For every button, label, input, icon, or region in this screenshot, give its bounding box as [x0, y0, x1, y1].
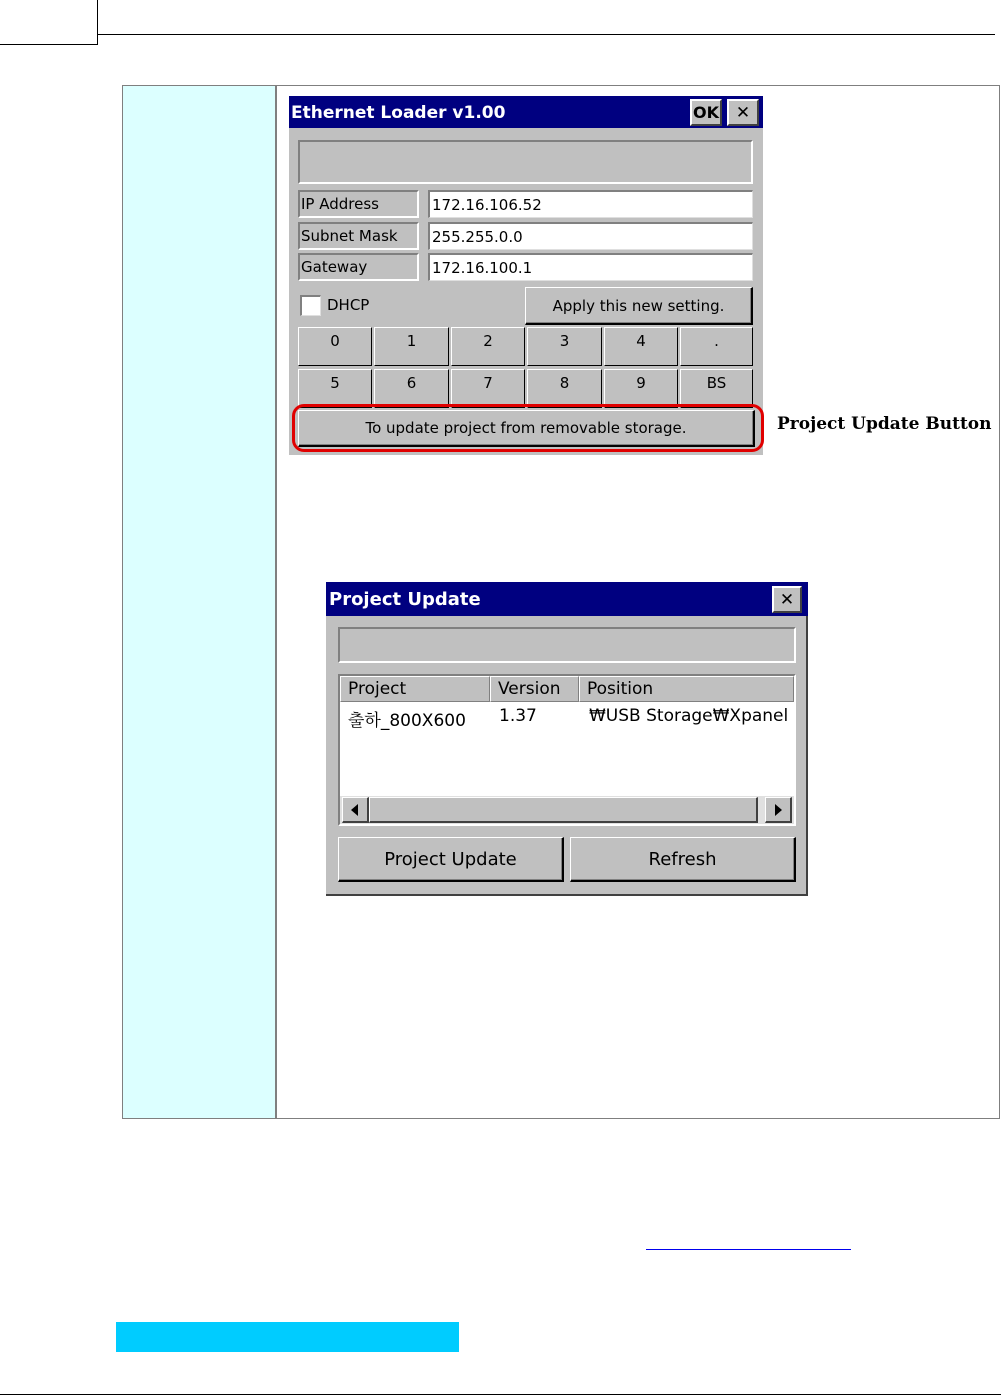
- dhcp-checkbox[interactable]: [300, 295, 321, 316]
- page-number-box: [0, 0, 98, 45]
- gateway-label: Gateway: [298, 253, 419, 281]
- project-list[interactable]: [338, 674, 796, 826]
- subnet-mask-label: Subnet Mask: [298, 222, 419, 250]
- footer-rule: [0, 1394, 1001, 1395]
- highlight-outline: [292, 404, 764, 452]
- ip-address-label: IP Address: [298, 190, 419, 218]
- header-rule: [98, 34, 995, 35]
- key-9[interactable]: 9: [604, 369, 678, 408]
- table-left-cell: [122, 85, 276, 1119]
- dhcp-label: DHCP: [327, 296, 370, 314]
- project-update-button[interactable]: Project Update: [338, 837, 564, 882]
- ok-button[interactable]: OK: [690, 99, 722, 126]
- scroll-left-icon[interactable]: [342, 797, 369, 823]
- column-header-version[interactable]: Version: [490, 676, 579, 702]
- status-bar: [298, 140, 753, 184]
- cell-position: ₩USB Storage₩Xpanel: [589, 706, 789, 726]
- key-5[interactable]: 5: [298, 369, 372, 408]
- key-dot[interactable]: .: [680, 327, 753, 366]
- project-update-title: Project Update: [329, 589, 481, 610]
- subnet-mask-input[interactable]: 255.255.0.0: [428, 222, 753, 250]
- key-7[interactable]: 7: [451, 369, 525, 408]
- apply-setting-button[interactable]: Apply this new setting.: [525, 287, 753, 325]
- horizontal-scrollbar[interactable]: [340, 796, 794, 824]
- key-4[interactable]: 4: [604, 327, 678, 366]
- dialog-status-bar: [338, 627, 796, 663]
- cell-version: 1.37: [499, 706, 537, 726]
- column-header-project[interactable]: Project: [340, 676, 490, 702]
- key-1[interactable]: 1: [374, 327, 449, 366]
- ip-address-input[interactable]: 172.16.106.52: [428, 190, 753, 218]
- key-backspace[interactable]: BS: [680, 369, 753, 408]
- dialog-close-icon[interactable]: ✕: [772, 586, 802, 613]
- refresh-button[interactable]: Refresh: [570, 837, 796, 882]
- gateway-input[interactable]: 172.16.100.1: [428, 253, 753, 281]
- scroll-thumb[interactable]: [369, 797, 758, 823]
- link-underline[interactable]: [646, 1232, 851, 1250]
- section-heading-bar: [116, 1322, 459, 1352]
- update-from-storage-button[interactable]: To update project from removable storage.: [298, 410, 755, 447]
- ethernet-loader-title: Ethernet Loader v1.00: [291, 103, 506, 123]
- scroll-right-icon[interactable]: [765, 797, 792, 823]
- key-0[interactable]: 0: [298, 327, 372, 366]
- key-3[interactable]: 3: [527, 327, 602, 366]
- close-icon[interactable]: ✕: [727, 99, 759, 126]
- annotation-label: Project Update Button: [777, 414, 992, 434]
- key-2[interactable]: 2: [451, 327, 525, 366]
- cell-project: 출하_800X600: [348, 711, 466, 731]
- table-cell-divider: [275, 85, 277, 1119]
- key-8[interactable]: 8: [527, 369, 602, 408]
- key-6[interactable]: 6: [374, 369, 449, 408]
- column-header-position[interactable]: Position: [579, 676, 794, 702]
